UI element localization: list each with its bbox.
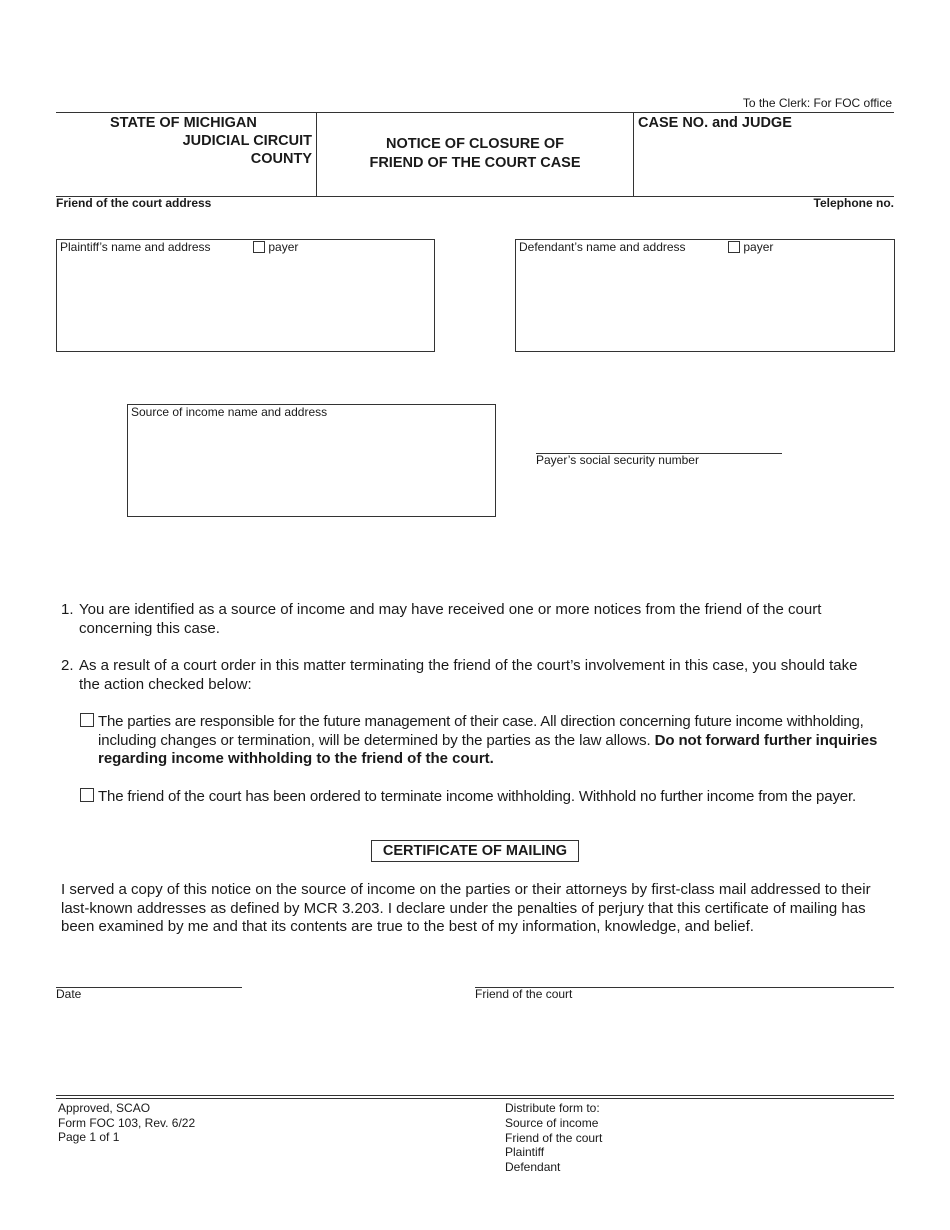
footer-rule-2: [56, 1098, 894, 1099]
source-of-income-field[interactable]: [127, 404, 496, 517]
distribution-list: [505, 1101, 602, 1175]
certificate-line2: last-known addresses as defined by MCR 3.203. I declare under the penalties of perjury that this certificate of mailing has: [61, 900, 866, 917]
footer-rule-1: [56, 1095, 894, 1096]
item-2-line2: the action checked below:: [79, 676, 252, 693]
form-title-line1: NOTICE OF CLOSURE OF: [385, 136, 565, 152]
item-2-line1: As a result of a court order in this matter terminating the friend of the court’s involvement in this case, you should take: [79, 657, 858, 674]
option-2-text: The friend of the court has been ordered to terminate income withholding. Withhold no further income from the payer.: [98, 788, 857, 805]
defendant-payer-checkbox[interactable]: [728, 241, 740, 253]
form-number: Form FOC 103, Rev. 6/22: [58, 1115, 196, 1130]
item-1-line2: concerning this case.: [79, 620, 220, 637]
certificate-line1: I served a copy of this notice on the source of income on the parties or their attorneys by first-class mail addressed to their: [61, 881, 871, 898]
source-of-income-label: Source of income name and address: [131, 405, 328, 419]
case-no-judge-field[interactable]: CASE NO. and JUDGE: [638, 115, 792, 131]
approved-by: Approved, SCAO: [58, 1101, 151, 1115]
telephone-label: Telephone no.: [813, 196, 894, 210]
page-number: Page 1 of 1: [58, 1130, 120, 1144]
option-1-bold-a: Do not forward further inquiries: [654, 732, 878, 749]
defendant-label: Defendant’s name and address: [519, 240, 686, 254]
foc-signature-label: Friend of the court: [475, 987, 573, 1001]
item-1-line1: You are identified as a source of income and may have received one or more notices from the friend of the court: [79, 601, 822, 618]
foc-address-label: Friend of the court address: [56, 196, 212, 210]
header-divider-right: [633, 112, 634, 196]
defendant-payer-label: payer: [743, 240, 774, 254]
distribute-title: Distribute form to:: [505, 1101, 600, 1115]
certificate-title: CERTIFICATE OF MAILING: [371, 840, 579, 862]
option-1-line2: including changes or termination, will be determined by the parties as the law allows. Do not forward further inquiries: [98, 732, 878, 749]
option-1-bold-b: regarding income withholding to the friend of the court.: [98, 750, 494, 767]
plaintiff-label: Plaintiff’s name and address: [60, 240, 211, 254]
ssn-label: Payer’s social security number: [536, 453, 699, 467]
judicial-circuit: JUDICIAL CIRCUIT: [182, 133, 312, 149]
item-2-number: 2.: [61, 657, 74, 674]
header-top-rule: [56, 112, 894, 113]
plaintiff-payer-label: payer: [268, 240, 299, 254]
option-1-checkbox[interactable]: [80, 713, 94, 727]
date-field[interactable]: [56, 987, 242, 988]
plaintiff-payer-checkbox[interactable]: [253, 241, 265, 253]
distribute-item: Source of income: [505, 1115, 599, 1130]
state-name: STATE OF MICHIGAN: [110, 115, 257, 131]
distribute-item: Defendant: [505, 1160, 561, 1175]
form-title-line2: FRIEND OF THE COURT CASE: [369, 155, 581, 171]
certificate-line3: been examined by me and that its contents are true to the best of my information, knowledge, and belief.: [61, 918, 754, 935]
plaintiff-field[interactable]: [56, 239, 435, 352]
header-divider-left: [316, 112, 317, 196]
clerk-note: To the Clerk: For FOC office: [742, 96, 892, 110]
defendant-field[interactable]: [515, 239, 895, 352]
date-label: Date: [56, 987, 82, 1001]
footer-approval: [58, 1101, 195, 1145]
option-1-line1: The parties are responsible for the future management of their case. All direction concerning future income withholding,: [98, 713, 864, 730]
distribute-item: Plaintiff: [505, 1145, 545, 1160]
distribute-item: Friend of the court: [505, 1130, 603, 1145]
county: COUNTY: [250, 151, 312, 167]
item-1-number: 1.: [61, 601, 74, 618]
option-2-checkbox[interactable]: [80, 788, 94, 802]
